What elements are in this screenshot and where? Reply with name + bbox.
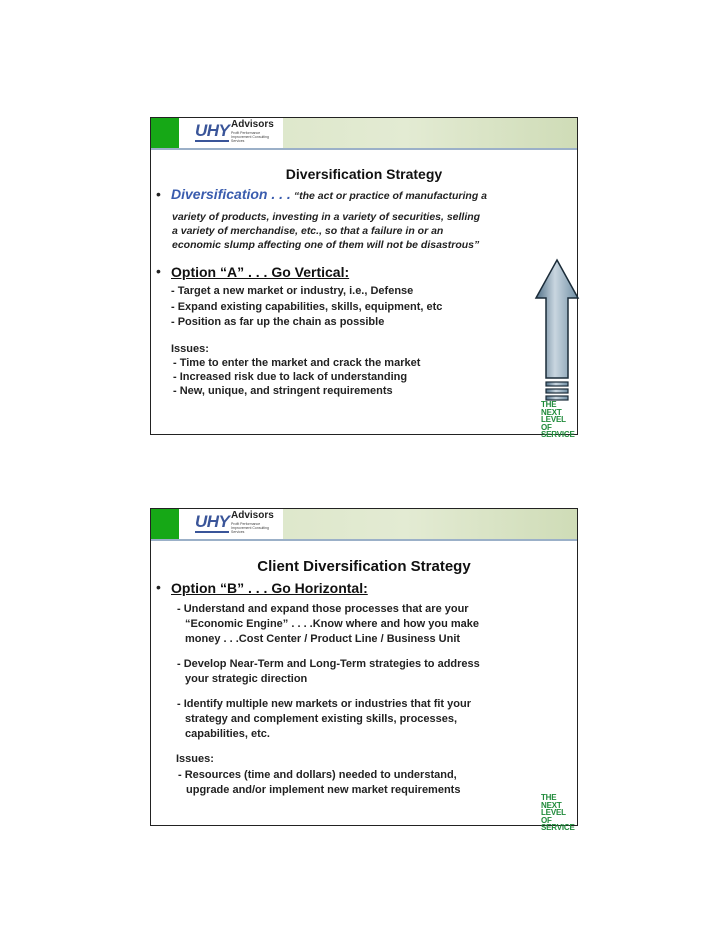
- uhy-logo: [195, 511, 275, 535]
- option-a-label: Option “A” . . . Go Vertical:: [171, 264, 350, 280]
- logo-name: Advisors: [231, 119, 274, 130]
- up-arrow-icon: [534, 258, 580, 408]
- list-item: - Position as far up the chain as possible: [171, 316, 385, 328]
- option-b-label: Option “B” . . . Go Horizontal:: [171, 580, 368, 596]
- list-item: capabilities, etc.: [185, 728, 270, 740]
- logo-tagline: Profit Performance Improvement Consulting Services: [231, 131, 269, 143]
- option-heading: [171, 264, 349, 280]
- list-item: “Economic Engine” . . . .Know where and how you make: [185, 618, 479, 630]
- header-accent: [151, 118, 179, 148]
- service-line: SERVICE: [541, 823, 575, 833]
- header-divider: [151, 148, 577, 150]
- list-item: - Identify multiple new markets or industries that fit your: [177, 698, 471, 710]
- slide-1: [150, 117, 578, 440]
- logo-underline: [195, 531, 229, 533]
- definition-text: economic slump affecting one of them will not be disastrous”: [172, 239, 480, 251]
- definition-text: “the act or practice of manufacturing a: [293, 190, 488, 202]
- service-line: THE NEXT: [541, 400, 562, 417]
- slide-title: Diversification Strategy: [285, 166, 443, 182]
- logo-tagline: Profit Performance Improvement Consulting Services: [231, 522, 269, 534]
- issues-label: Issues:: [171, 343, 209, 355]
- list-item: upgrade and/or implement new market requirements: [186, 784, 461, 796]
- option-heading: [171, 580, 368, 596]
- definition-text: variety of products, investing in a variety of securities, selling: [172, 211, 481, 223]
- logo-name: Advisors: [231, 510, 274, 521]
- list-item: money . . .Cost Center / Product Line / Business Unit: [185, 633, 461, 645]
- bullet-dot: •: [156, 186, 161, 202]
- list-item: - Time to enter the market and crack the market: [173, 357, 421, 369]
- definition-line: [171, 186, 487, 202]
- list-item: - Develop Near-Term and Long-Term strategies to address: [177, 658, 480, 670]
- definition-term: Diversification . . .: [171, 186, 291, 202]
- service-line: THE NEXT: [541, 793, 562, 810]
- list-item: - Increased risk due to lack of understanding: [173, 371, 408, 383]
- slide-2: [150, 508, 578, 833]
- list-item: your strategic direction: [185, 673, 308, 685]
- issues-label: Issues:: [176, 753, 214, 765]
- definition-text: a variety of merchandise, etc., so that a failure in or an: [172, 225, 444, 237]
- service-line: LEVEL OF: [541, 808, 566, 825]
- list-item: - Understand and expand those processes that are your: [177, 603, 469, 615]
- list-item: - Target a new market or industry, i.e., Defense: [171, 285, 414, 297]
- service-line: SERVICE: [541, 430, 575, 440]
- bullet-dot: •: [156, 579, 161, 595]
- list-item: - Resources (time and dollars) needed to understand,: [178, 769, 457, 781]
- logo-underline: [195, 140, 229, 142]
- header-divider: [151, 539, 577, 541]
- logo-brand: UHY: [195, 512, 230, 531]
- header-accent: [151, 509, 179, 539]
- bullet-dot: •: [156, 263, 161, 279]
- uhy-logo: [195, 120, 275, 144]
- list-item: strategy and complement existing skills, processes,: [185, 713, 458, 725]
- logo-brand: UHY: [195, 121, 230, 140]
- service-line: LEVEL OF: [541, 415, 566, 432]
- list-item: - New, unique, and stringent requirements: [173, 385, 393, 397]
- next-level-service-logo: [541, 794, 577, 832]
- next-level-service-logo: [541, 401, 577, 439]
- slide-title: Client Diversification Strategy: [257, 558, 471, 575]
- list-item: - Expand existing capabilities, skills, equipment, etc: [171, 301, 443, 313]
